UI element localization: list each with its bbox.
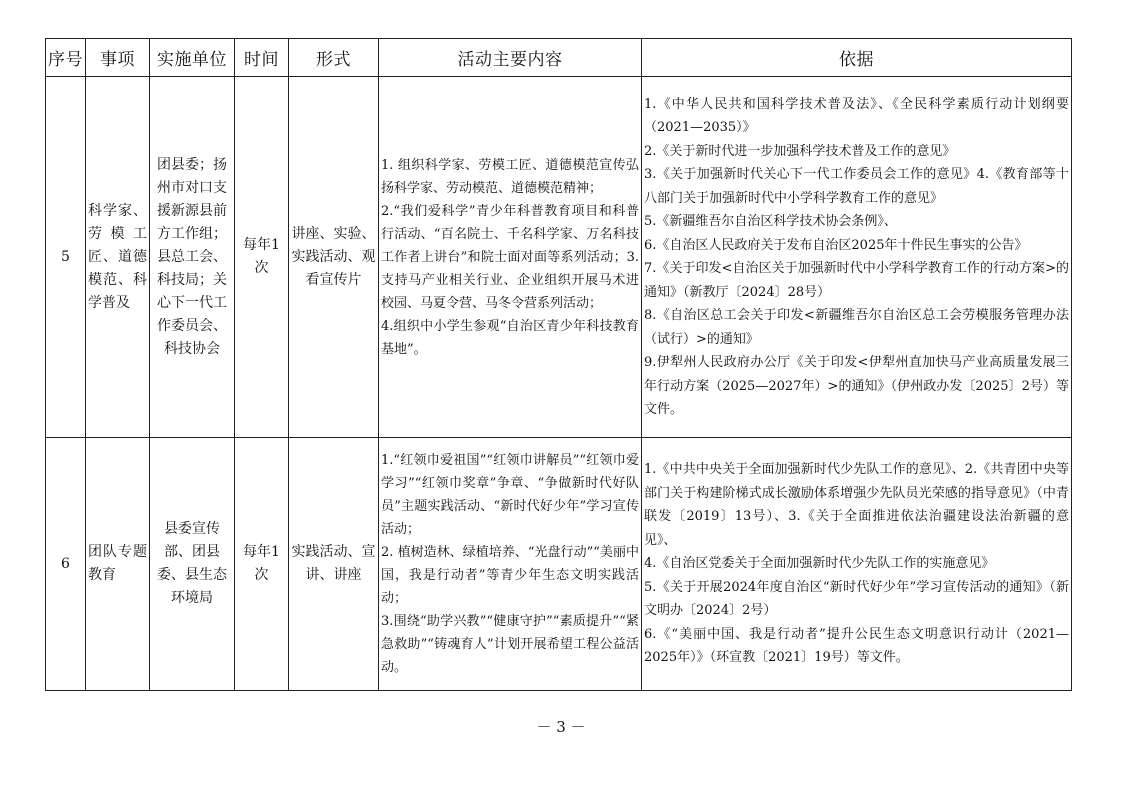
header-seq: 序号 — [46, 39, 86, 77]
row-time: 每年1次 — [235, 438, 289, 691]
row-form: 讲座、实验、实践活动、观看宣传片 — [289, 77, 379, 438]
table-row — [46, 438, 1072, 691]
content-line: 2. 植树造林、绿植培养、“光盘行动”“美丽中国，我是行动者”等青少年生态文明实践活动； — [381, 545, 639, 606]
content-line: 1.“红领巾爱祖国”“红领巾讲解员”“红领巾爱学习”“红领巾奖章”争章、“争做新时代好队员”主题实践活动、“新时代好少年”学习宣传活动； — [381, 453, 639, 537]
header-item: 事项 — [86, 39, 150, 77]
row-unit: 县委宣传部、团县委、县生态环境局 — [150, 438, 235, 691]
row-item: 团队专题教育 — [86, 438, 150, 691]
basis-line: 5.《关于开展2024年度自治区“新时代好少年”学习宣传活动的通知》（新文明办〔2024〕2号） — [644, 579, 1069, 619]
row-form: 实践活动、宣讲、讲座 — [289, 438, 379, 691]
basis-line: 6.《自治区人民政府关于发布自治区2025年十件民生事实的公告》 — [644, 237, 1028, 253]
activity-table — [45, 38, 1072, 691]
table-row — [46, 77, 1072, 438]
row-unit: 团县委；扬州市对口支援新源县前方工作组；县总工会、科技局；关心下一代工作委员会、科技协会 — [150, 77, 235, 438]
row-seq: 6 — [46, 438, 86, 691]
header-time: 时间 — [235, 39, 289, 77]
basis-line: 6.《“美丽中国、我是行动者”提升公民生态文明意识行动计（2021—2025年）》（环宣教〔2021〕19号）等文件。 — [644, 626, 1069, 666]
row-content — [379, 438, 642, 691]
row-basis — [642, 438, 1072, 691]
basis-line: 9.伊犁州人民政府办公厅《关于印发<伊犁州直加快马产业高质量发展三年行动方案（2025—2027年）>的通知》（伊州政办发〔2025〕2号）等文件。 — [644, 355, 1069, 417]
basis-line: 2.《关于新时代进一步加强科学技术普及工作的意见》 — [644, 143, 956, 159]
header-basis: 依据 — [642, 39, 1072, 77]
content-line: 2.“我们爱科学”青少年科普教育项目和科普行活动、“百名院士、千名科学家、万名科技工作者上讲台”和院士面对面等系列活动；3.支持马产业相关行业、企业组织开展马术进校园、马夏令营、马冬令营系列活动； — [381, 203, 639, 311]
header-unit: 实施单位 — [150, 39, 235, 77]
basis-line: 4.《自治区党委关于全面加强新时代少先队工作的实施意见》 — [644, 556, 995, 572]
content-line: 4.组织中小学生参观“自治区青少年科技教育基地”。 — [381, 318, 639, 357]
content-line: 1. 组织科学家、劳模工匠、道德模范宣传弘扬科学家、劳动模范、道德模范精神； — [381, 157, 639, 196]
basis-line: 5.《新疆维吾尔自治区科学技术协会条例》、 — [644, 214, 897, 229]
page-number: － 3 － — [536, 718, 586, 736]
table-header-row — [46, 39, 1072, 77]
row-basis — [642, 77, 1072, 438]
row-seq: 5 — [46, 77, 86, 438]
header-form: 形式 — [289, 39, 379, 77]
basis-line: 8.《自治区总工会关于印发<新疆维吾尔自治区总工会劳模服务管理办法（试行）>的通知》 — [644, 308, 1069, 347]
row-time: 每年1次 — [235, 77, 289, 438]
basis-line: 7.《关于印发<自治区关于加强新时代中小学科学教育工作的行动方案>的通知》（新教厅〔2024〕28号） — [644, 261, 1069, 300]
content-line: 3.围绕“助学兴教”“健康守护”“素质提升”“紧急救助”“铸魂育人”计划开展希望工程公益活动。 — [381, 614, 639, 675]
row-content — [379, 77, 642, 438]
basis-line: 1.《中共中央关于全面加强新时代少先队工作的意见》、2.《共青团中央等部门关于构建阶梯式成长激励体系增强少先队员光荣感的指导意见》（中青联发〔2019〕13号）、3.《关于全面推进依法治疆建设法治新疆的意见》、 — [644, 462, 1069, 548]
row-item: 科学家、劳模工匠、道德模范、科学普及 — [86, 77, 150, 438]
basis-line: 3.《关于加强新时代关心下一代工作委员会工作的意见》4.《教育部等十八部门关于加强新时代中小学科学教育工作的意见》 — [644, 167, 1069, 206]
basis-line: 1.《中华人民共和国科学技术普及法》、《全民科学素质行动计划纲要（2021—2035）》 — [644, 96, 1069, 135]
header-content: 活动主要内容 — [379, 39, 642, 77]
